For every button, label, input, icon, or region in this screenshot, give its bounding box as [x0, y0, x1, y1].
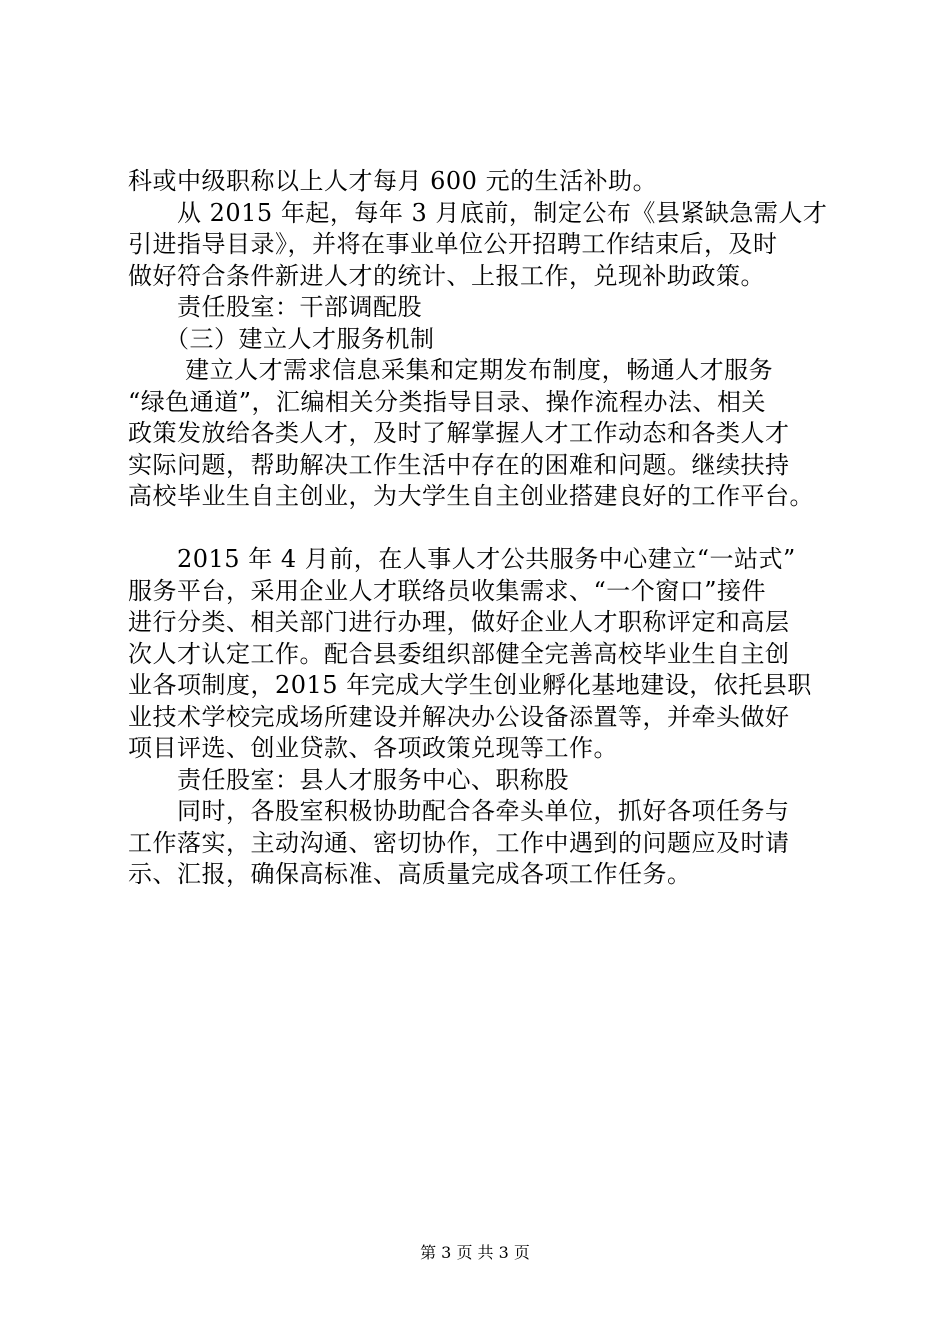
text-line: 项目评选、创业贷款、各项政策兑现等工作。 — [128, 734, 618, 762]
page-number-footer: 第 3 页 共 3 页 — [420, 1243, 530, 1262]
text-line: 工作落实，主动沟通、密切协作，工作中遇到的问题应及时请 — [128, 828, 790, 857]
text-line: 同时，各股室积极协助配合各牵头单位，抓好各项任务与 — [128, 797, 790, 825]
text-line: 建立人才需求信息采集和定期发布制度，畅通人才服务 — [128, 356, 774, 384]
text-line: 次人才认定工作。配合县委组织部健全完善高校毕业生自主创 — [128, 639, 790, 668]
text-line: 从 2015 年起，每年 3 月底前，制定公布《县紧缺急需人才 — [128, 198, 828, 227]
text-line: “绿色通道”，汇编相关分类指导目录、操作流程办法、相关 — [128, 387, 767, 416]
text-line: 高校毕业生自主创业，为大学生自主创业搭建良好的工作平台。 — [128, 482, 814, 510]
responsible-office-line: 责任股室：县人才服务中心、职称股 — [128, 765, 569, 794]
text-line: 业各项制度，2015 年完成大学生创业孵化基地建设，依托县职 — [128, 671, 812, 699]
text-line: 服务平台，采用企业人才联络员收集需求、“一个窗口”接件 — [128, 576, 767, 605]
text-line: 实际问题，帮助解决工作生活中存在的困难和问题。继续扶持 — [128, 450, 790, 479]
text-line: 科或中级职称以上人才每月 600 元的生活补助。 — [128, 167, 658, 195]
document-body — [128, 166, 848, 891]
text-line: 做好符合条件新进人才的统计、上报工作，兑现补助政策。 — [128, 261, 765, 290]
text-line: 政策发放给各类人才，及时了解掌握人才工作动态和各类人才 — [128, 419, 790, 447]
text-line: 示、汇报，确保高标准、高质量完成各项工作任务。 — [128, 860, 692, 888]
text-line: 2015 年 4 月前，在人事人才公共服务中心建立“一站式” — [128, 545, 796, 573]
responsible-office-line: 责任股室：干部调配股 — [128, 293, 422, 321]
section-heading: （三）建立人才服务机制 — [128, 324, 435, 353]
text-line: 业技术学校完成场所建设并解决办公设备添置等，并牵头做好 — [128, 702, 790, 731]
text-line: 进行分类、相关部门进行办理，做好企业人才职称评定和高层 — [128, 608, 790, 636]
paragraph-gap — [128, 513, 848, 545]
text-line: 引进指导目录》，并将在事业单位公开招聘工作结束后，及时 — [128, 230, 778, 258]
